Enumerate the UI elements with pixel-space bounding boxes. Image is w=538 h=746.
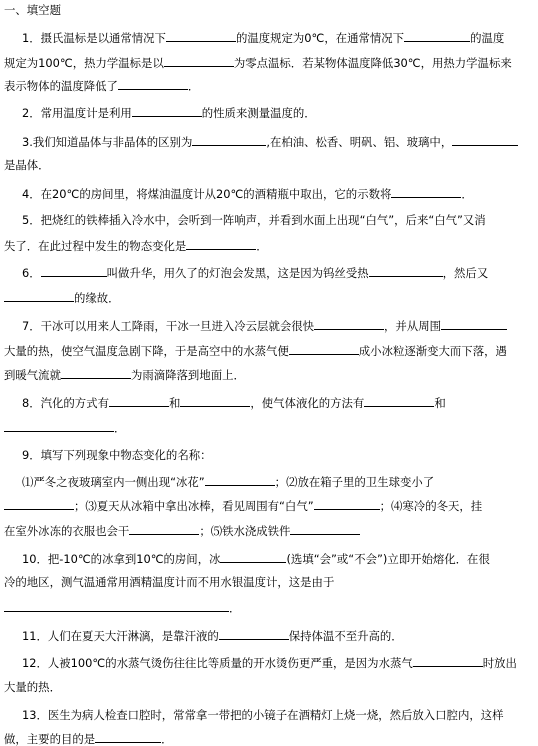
- answer-blank[interactable]: [441, 318, 507, 330]
- answer-blank[interactable]: [289, 343, 359, 355]
- answer-blank[interactable]: [95, 731, 161, 743]
- answer-blank[interactable]: [132, 105, 202, 117]
- question-9-line-2: ⑴严冬之夜玻璃室内一侧出现“冰花” ；⑵放在箱子里的卫生球变小了: [22, 475, 435, 489]
- answer-blank[interactable]: [180, 395, 250, 407]
- answer-blank[interactable]: [192, 134, 266, 146]
- question-12-line-1: 12．人被100℃的水蒸气烫伤往往比等质量的开水烫伤更严重，是因为水蒸气 时放出: [22, 656, 517, 670]
- answer-blank[interactable]: [109, 395, 169, 407]
- section-title: 一、填空题: [4, 3, 61, 17]
- question-12-line-2: 大量的热．: [4, 680, 61, 694]
- answer-blank[interactable]: [314, 498, 380, 510]
- question-10-line-3: ．: [4, 600, 240, 614]
- answer-blank[interactable]: [4, 498, 74, 510]
- answer-blank[interactable]: [391, 186, 461, 198]
- question-9-line-3: ；⑶夏天从冰箱中拿出冰棒，看见周围有“白气” ；⑷寒冷的冬天，挂: [4, 498, 482, 512]
- question-6-line-2: 的缘故．: [4, 290, 120, 304]
- answer-blank[interactable]: [4, 290, 74, 302]
- question-1-line-1: 1．摄氏温标是以通常情况下 的温度规定为0℃，在通常情况下 的温度: [22, 31, 505, 45]
- question-8-line-2: ．: [4, 420, 125, 434]
- question-13-line-2: 做，主要的目的是 ．: [4, 732, 173, 746]
- question-3-line-2: 是晶体．: [4, 158, 50, 172]
- answer-blank[interactable]: [219, 628, 289, 640]
- answer-blank[interactable]: [118, 78, 188, 90]
- question-10-line-2: 冷的地区，测气温通常用酒精温度计而不用水银温度计，这是由于: [4, 575, 335, 589]
- question-3-line-1: 3.我们知道晶体与非晶体的区别为 ,在柏油、松香、明矾、铝、玻璃中，: [22, 134, 518, 148]
- answer-blank[interactable]: [166, 30, 236, 42]
- question-5-line-2: 失了．在此过程中发生的物态变化是 ．: [4, 239, 268, 253]
- question-13-line-1: 13．医生为病人检查口腔时，常常拿一带把的小镜子在酒精灯上烧一烧，然后放入口腔内，这样: [22, 708, 504, 722]
- question-6-line-1: 6． 叫做升华，用久了的灯泡会发黑，这是因为钨丝受热 ，然后又: [22, 266, 489, 280]
- answer-blank[interactable]: [205, 474, 275, 486]
- question-9-line-4: 在室外冰冻的衣服也会干 ；⑸铁水浇成铁件: [4, 523, 360, 537]
- answer-blank[interactable]: [452, 134, 518, 146]
- answer-blank[interactable]: [61, 367, 131, 379]
- question-5-line-1: 5．把烧红的铁棒插入冷水中，会听到一阵响声，并看到水面上出现“白气”，后来“白气”又消: [22, 213, 486, 227]
- answer-blank[interactable]: [41, 265, 107, 277]
- answer-blank[interactable]: [404, 30, 470, 42]
- question-9-line-1: 9．填写下列现象中物态变化的名称：: [22, 448, 212, 462]
- question-2-line-1: 2．常用温度计是利用 的性质来测量温度的．: [22, 106, 316, 120]
- question-1-line-2: 规定为100℃，热力学温标是以 为零点温标．若某物体温度降低30℃，用热力学温标来: [4, 56, 512, 70]
- answer-blank[interactable]: [164, 55, 234, 67]
- answer-blank[interactable]: [364, 395, 434, 407]
- answer-blank[interactable]: [314, 318, 384, 330]
- answer-blank[interactable]: [186, 238, 256, 250]
- answer-blank[interactable]: [220, 551, 286, 563]
- question-4-line-1: 4．在20℃的房间里，将煤油温度计从20℃的酒精瓶中取出，它的示数将 ．: [22, 187, 473, 201]
- answer-blank[interactable]: [369, 265, 443, 277]
- question-10-line-1: 10．把-10℃的冰拿到10℃的房间，冰 (选填“会”或“不会”)立即开始熔化．在很: [22, 552, 490, 566]
- question-8-line-1: 8．汽化的方式有 和 ，使气体液化的方法有 和: [22, 396, 446, 410]
- question-7-line-1: 7．干冰可以用来人工降雨，干冰一旦进入冷云层就会很快 ，并从周围: [22, 318, 507, 332]
- question-1-line-3: 表示物体的温度降低了 ．: [4, 79, 200, 93]
- question-11-line-1: 11．人们在夏天大汗淋漓，是靠汗液的 保持体温不至升高的．: [22, 629, 403, 643]
- question-7-line-2: 大量的热，使空气温度急剧下降，于是高空中的水蒸气便 成小冰粒逐渐变大而下落，遇: [4, 344, 507, 358]
- answer-blank[interactable]: [290, 523, 360, 535]
- answer-blank[interactable]: [413, 655, 483, 667]
- answer-blank[interactable]: [4, 600, 229, 612]
- answer-blank[interactable]: [4, 420, 114, 432]
- answer-blank[interactable]: [129, 523, 199, 535]
- question-7-line-3: 到暖气流就 为雨滴降落到地面上．: [4, 368, 245, 382]
